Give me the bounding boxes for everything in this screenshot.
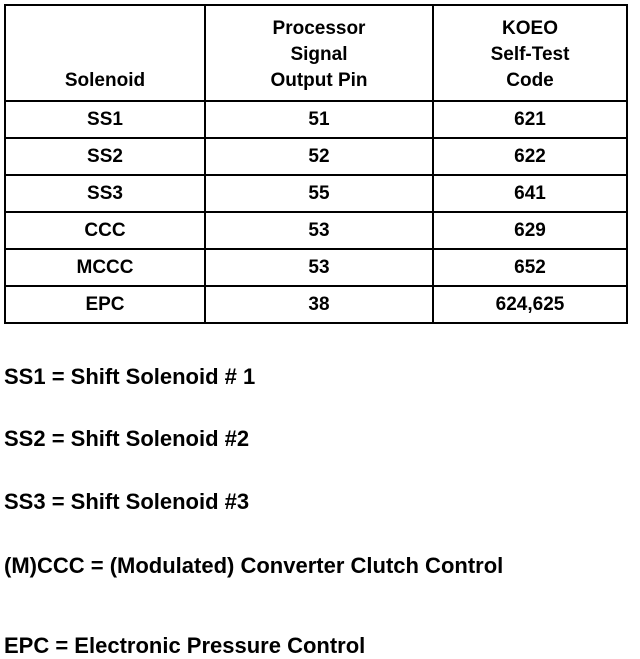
legend-mccc: (M)CCC = (Modulated) Converter Clutch Control: [4, 553, 504, 578]
header-pin-line-2: Signal: [290, 44, 348, 65]
cell-code: 629: [433, 212, 627, 249]
table-row: [5, 286, 627, 323]
header-code-line-2: Self-Test: [490, 44, 570, 65]
cell-code: 624,625: [433, 286, 627, 323]
table-row: [5, 138, 627, 175]
cell-pin: 55: [205, 175, 433, 212]
table-row: [5, 101, 627, 138]
legend-ss1: SS1 = Shift Solenoid # 1: [4, 364, 256, 389]
solenoid-table: [4, 4, 628, 324]
legend-ss3: SS3 = Shift Solenoid #3: [4, 489, 250, 514]
cell-solenoid: SS3: [5, 175, 205, 212]
table-row: [5, 249, 627, 286]
cell-solenoid: CCC: [5, 212, 205, 249]
cell-solenoid: EPC: [5, 286, 205, 323]
cell-solenoid: SS1: [5, 101, 205, 138]
header-solenoid: [5, 5, 205, 101]
cell-code: 641: [433, 175, 627, 212]
table-header-row: [5, 5, 627, 101]
cell-code: 622: [433, 138, 627, 175]
cell-pin: 52: [205, 138, 433, 175]
cell-code: 621: [433, 101, 627, 138]
cell-pin: 53: [205, 249, 433, 286]
cell-pin: 51: [205, 101, 433, 138]
cell-pin: 53: [205, 212, 433, 249]
header-solenoid-line: Solenoid: [64, 70, 146, 91]
legend-ss2: SS2 = Shift Solenoid #2: [4, 426, 250, 451]
legend-epc: EPC = Electronic Pressure Control: [4, 633, 366, 658]
header-code-line-1: KOEO: [502, 18, 558, 39]
header-code-line-3: Code: [506, 70, 554, 91]
cell-code: 652: [433, 249, 627, 286]
cell-solenoid: SS2: [5, 138, 205, 175]
header-koeo-self-test-code: [433, 5, 627, 101]
cell-solenoid: MCCC: [5, 249, 205, 286]
header-pin-line-3: Output Pin: [270, 70, 368, 91]
table-row: [5, 175, 627, 212]
cell-pin: 38: [205, 286, 433, 323]
header-processor-signal-output-pin: [205, 5, 433, 101]
header-pin-line-1: Processor: [272, 18, 366, 39]
table-row: [5, 212, 627, 249]
